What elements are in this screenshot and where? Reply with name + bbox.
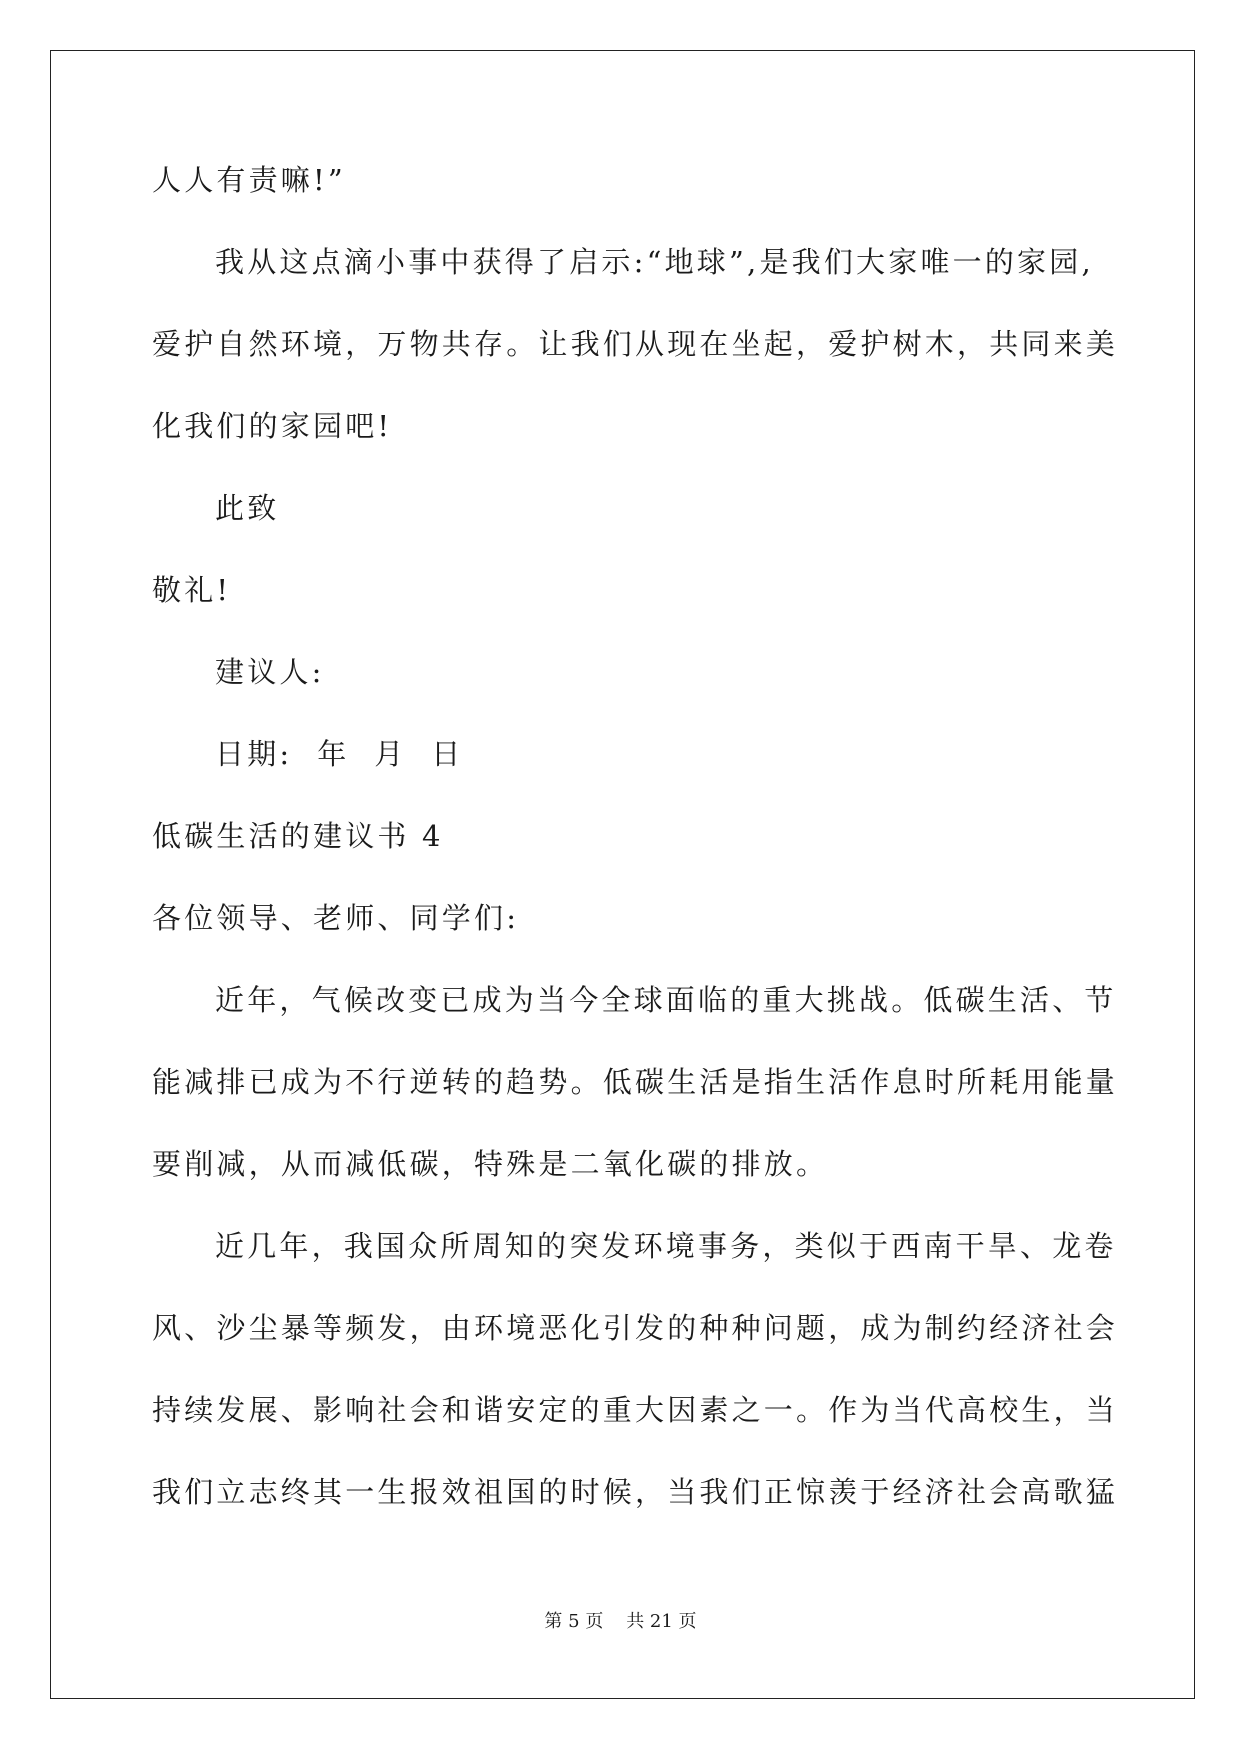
text-line: 要削减，从而减低碳，特殊是二氧化碳的排放。 (152, 1147, 829, 1181)
closing-salutation: 此致 (215, 491, 280, 525)
text-line: 能减排已成为不行逆转的趋势。低碳生活是指生活作息时所耗用能量 (152, 1065, 1119, 1099)
text-line: 人人有责嘛!” (152, 163, 346, 197)
page-number-footer: 第 5 页 共 21 页 (544, 1611, 697, 1632)
text-line: 近几年，我国众所周知的突发环境事务，类似于西南干旱、龙卷 (215, 1229, 1117, 1263)
text-line: 我从这点滴小事中获得了启示:“地球”,是我们大家唯一的家园, (215, 245, 1094, 279)
date-label: 日期: 年 月 日 (215, 737, 464, 771)
greeting: 各位领导、老师、同学们: (152, 901, 520, 935)
closing-respect: 敬礼! (152, 573, 232, 607)
proposer-label: 建议人: (215, 655, 325, 689)
section-title: 低碳生活的建议书 4 (152, 819, 444, 853)
text-line: 爱护自然环境，万物共存。让我们从现在坐起，爱护树木，共同来美 (152, 327, 1119, 361)
text-line: 我们立志终其一生报效祖国的时候，当我们正惊羡于经济社会高歌猛 (152, 1475, 1119, 1509)
text-line: 持续发展、影响社会和谐安定的重大因素之一。作为当代高校生，当 (152, 1393, 1119, 1427)
text-line: 化我们的家园吧! (152, 409, 393, 443)
text-line: 近年，气候改变已成为当今全球面临的重大挑战。低碳生活、节 (215, 983, 1117, 1017)
page-border (50, 50, 1195, 1699)
text-line: 风、沙尘暴等频发，由环境恶化引发的种种问题，成为制约经济社会 (152, 1311, 1119, 1345)
